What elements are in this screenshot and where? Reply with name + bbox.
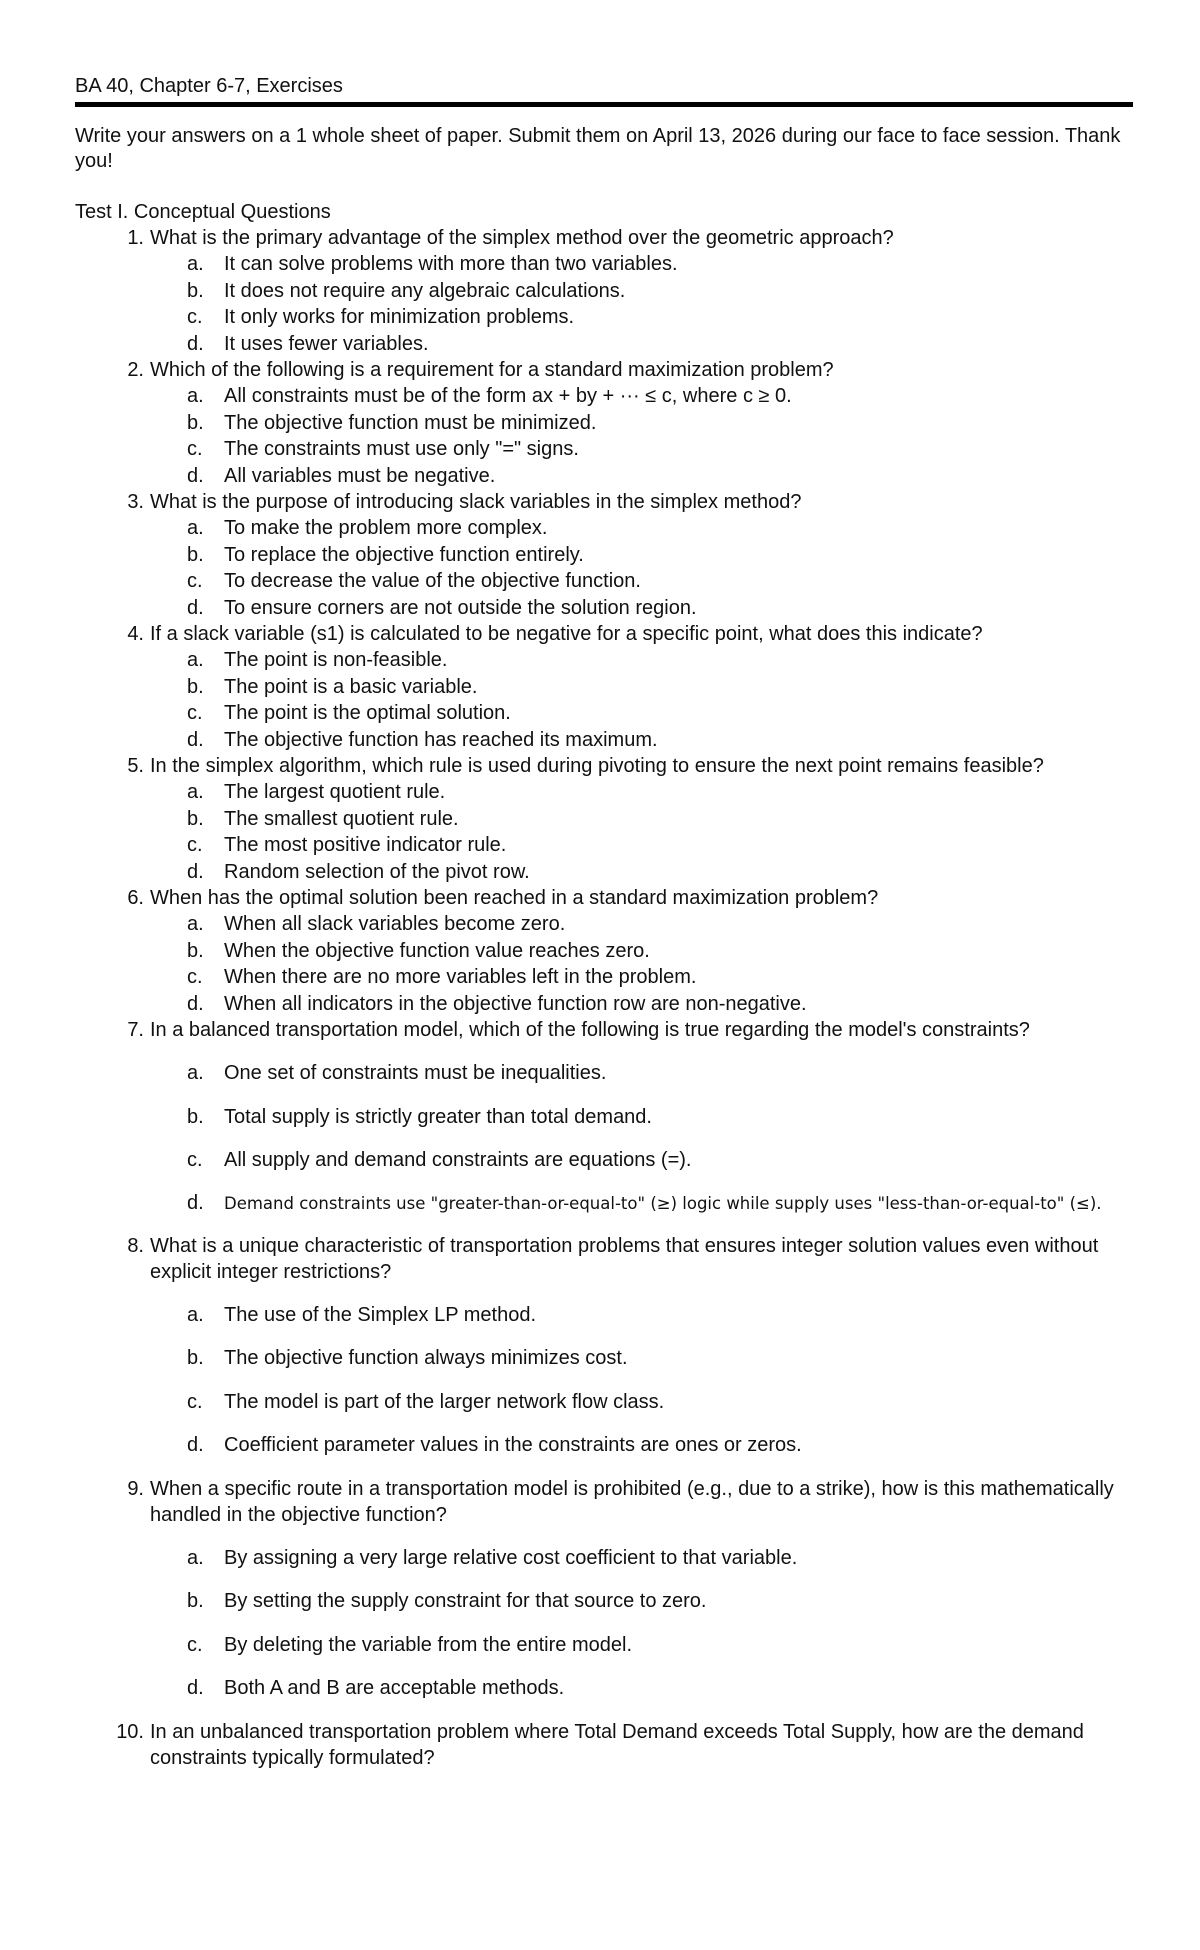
- option-letter: d.: [187, 992, 204, 1015]
- question-item: [75, 1233, 1133, 1459]
- option-letter: d.: [187, 1434, 204, 1456]
- question-text: In an unbalanced transportation problem where Total Demand exceeds Total Supply, how are the demand constraints typically formulated?: [150, 1720, 1084, 1769]
- answer-option: [149, 779, 1133, 806]
- answer-options: [150, 647, 1133, 753]
- option-letter: a.: [187, 517, 204, 539]
- answer-option: [149, 1432, 1133, 1459]
- answer-option: [149, 727, 1133, 754]
- answer-option: [149, 859, 1133, 886]
- question-number: 9.: [127, 1477, 144, 1500]
- answer-options: [150, 1302, 1133, 1459]
- question-item: [75, 357, 1133, 489]
- answer-options: [150, 779, 1133, 885]
- question-item: [75, 489, 1133, 621]
- option-text: The smallest quotient rule.: [224, 807, 459, 830]
- option-letter: a.: [187, 385, 204, 407]
- option-letter: a.: [187, 781, 204, 803]
- option-text: When there are no more variables left in the problem.: [224, 966, 697, 988]
- option-text: One set of constraints must be inequalities.: [224, 1062, 607, 1084]
- answer-option: [149, 1060, 1133, 1087]
- question-item: [75, 1719, 1133, 1771]
- question-text: In the simplex algorithm, which rule is used during pivoting to ensure the next point remains feasible?: [150, 755, 1044, 777]
- test-heading: Test I. Conceptual Questions: [75, 201, 331, 223]
- option-text: It uses fewer variables.: [224, 332, 429, 355]
- answer-option: [149, 964, 1133, 991]
- answer-option: [149, 938, 1133, 965]
- option-text: By setting the supply constraint for that source to zero.: [224, 1590, 707, 1612]
- answer-option: [149, 700, 1133, 727]
- question-text: If a slack variable (s1) is calculated to be negative for a specific point, what does this indicate?: [150, 623, 983, 645]
- option-text: To make the problem more complex.: [224, 517, 548, 539]
- option-letter: c.: [187, 1633, 203, 1656]
- option-text: By assigning a very large relative cost coefficient to that variable.: [224, 1546, 798, 1569]
- option-letter: d.: [187, 728, 204, 751]
- question-number: 3.: [127, 491, 144, 513]
- questions-list: [75, 225, 1133, 1771]
- option-text: It only works for minimization problems.: [224, 306, 575, 328]
- answer-options: [150, 1060, 1133, 1216]
- option-text: Demand constraints use "greater-than-or-equal-to" (≥) logic while supply uses "less-than-or-equal-to" (≤).: [224, 1193, 1102, 1213]
- document-title: BA 40, Chapter 6-7, Exercises: [75, 75, 343, 97]
- question-text: What is the primary advantage of the simplex method over the geometric approach?: [150, 227, 894, 249]
- answer-option: [149, 1302, 1133, 1329]
- answer-options: [150, 911, 1133, 1017]
- answer-option: [149, 595, 1133, 622]
- answer-option: [149, 278, 1133, 305]
- question-text: When has the optimal solution been reached in a standard maximization problem?: [150, 887, 879, 909]
- option-letter: c.: [187, 570, 203, 592]
- option-text: By deleting the variable from the entire model.: [224, 1633, 632, 1656]
- question-item: [75, 753, 1133, 885]
- option-letter: b.: [187, 1105, 204, 1128]
- question-number: 8.: [127, 1234, 144, 1257]
- option-text: The largest quotient rule.: [224, 781, 446, 803]
- answer-option: [149, 568, 1133, 595]
- header-divider: [75, 102, 1133, 107]
- answer-option: [149, 1104, 1133, 1131]
- answer-option: [149, 832, 1133, 859]
- option-letter: b.: [187, 279, 204, 302]
- question-text: When a specific route in a transportation model is prohibited (e.g., due to a strike), how is this mathematically handled in the objective function?: [150, 1477, 1114, 1526]
- option-letter: b.: [187, 1347, 204, 1369]
- option-text: The objective function always minimizes cost.: [224, 1347, 628, 1369]
- option-text: To ensure corners are not outside the solution region.: [224, 596, 697, 619]
- option-text: The most positive indicator rule.: [224, 834, 507, 856]
- option-text: It does not require any algebraic calculations.: [224, 279, 626, 302]
- option-letter: c.: [187, 834, 203, 856]
- option-letter: a.: [187, 1062, 204, 1084]
- option-text: All constraints must be of the form ax + by + ··· ≤ c, where c ≥ 0.: [224, 385, 792, 407]
- question-number: 1.: [127, 227, 144, 249]
- option-letter: d.: [187, 332, 204, 355]
- option-text: The point is the optimal solution.: [224, 702, 511, 724]
- option-letter: a.: [187, 1303, 204, 1326]
- option-letter: b.: [187, 939, 204, 962]
- option-letter: b.: [187, 543, 204, 566]
- document-page: [75, 74, 1133, 1771]
- question-number: 6.: [127, 887, 144, 909]
- answer-option: [149, 1389, 1133, 1416]
- option-text: The point is non-feasible.: [224, 649, 448, 671]
- option-text: The use of the Simplex LP method.: [224, 1303, 537, 1326]
- answer-options: [150, 251, 1133, 357]
- option-text: To replace the objective function entirely.: [224, 543, 584, 566]
- option-text: The constraints must use only "=" signs.: [224, 438, 579, 460]
- question-item: [75, 225, 1133, 357]
- answer-options: [150, 383, 1133, 489]
- answer-option: [149, 1191, 1133, 1216]
- option-text: The model is part of the larger network flow class.: [224, 1390, 665, 1413]
- answer-option: [149, 463, 1133, 490]
- answer-option: [149, 806, 1133, 833]
- answer-option: [149, 436, 1133, 463]
- answer-option: [149, 251, 1133, 278]
- answer-option: [149, 1675, 1133, 1702]
- option-text: The point is a basic variable.: [224, 675, 478, 698]
- question-text: What is a unique characteristic of transportation problems that ensures integer solution values even without explicit integer restrictions?: [150, 1234, 1099, 1283]
- option-text: Both A and B are acceptable methods.: [224, 1677, 565, 1699]
- option-letter: b.: [187, 1590, 204, 1612]
- answer-option: [149, 991, 1133, 1018]
- option-letter: c.: [187, 702, 203, 724]
- option-letter: b.: [187, 807, 204, 830]
- question-item: [75, 621, 1133, 753]
- option-text: All supply and demand constraints are equations (=).: [224, 1149, 692, 1171]
- option-letter: c.: [187, 306, 203, 328]
- answer-option: [149, 410, 1133, 437]
- answer-option: [149, 542, 1133, 569]
- answer-option: [149, 331, 1133, 358]
- option-letter: d.: [187, 464, 204, 487]
- question-number: 5.: [127, 755, 144, 777]
- question-item: [75, 1476, 1133, 1702]
- answer-option: [149, 304, 1133, 331]
- answer-option: [149, 1345, 1133, 1372]
- option-letter: c.: [187, 966, 203, 988]
- option-letter: c.: [187, 438, 203, 460]
- option-letter: a.: [187, 1546, 204, 1569]
- answer-option: [149, 1632, 1133, 1659]
- question-number: 10.: [116, 1720, 144, 1743]
- answer-option: [149, 1147, 1133, 1174]
- option-letter: b.: [187, 675, 204, 698]
- option-letter: a.: [187, 913, 204, 935]
- option-letter: d.: [187, 1191, 204, 1214]
- answer-option: [149, 1545, 1133, 1572]
- option-text: It can solve problems with more than two variables.: [224, 253, 678, 275]
- option-letter: a.: [187, 649, 204, 671]
- option-text: When the objective function value reaches zero.: [224, 939, 650, 962]
- answer-option: [149, 911, 1133, 938]
- option-text: The objective function has reached its maximum.: [224, 728, 658, 751]
- answer-option: [149, 515, 1133, 542]
- option-text: When all slack variables become zero.: [224, 913, 566, 935]
- question-text: What is the purpose of introducing slack variables in the simplex method?: [150, 491, 802, 513]
- question-item: [75, 1017, 1133, 1216]
- option-letter: d.: [187, 596, 204, 619]
- option-letter: a.: [187, 253, 204, 275]
- option-text: Coefficient parameter values in the constraints are ones or zeros.: [224, 1434, 802, 1456]
- answer-option: [149, 383, 1133, 410]
- option-text: To decrease the value of the objective function.: [224, 570, 641, 592]
- answer-options: [150, 515, 1133, 621]
- instructions-text: Write your answers on a 1 whole sheet of paper. Submit them on April 13, 2026 during our face to face session. Thank you!: [75, 125, 1121, 172]
- answer-option: [149, 1588, 1133, 1615]
- question-text: In a balanced transportation model, which of the following is true regarding the model's constraints?: [150, 1019, 1030, 1041]
- answer-option: [149, 647, 1133, 674]
- question-number: 4.: [127, 623, 144, 645]
- question-text: Which of the following is a requirement for a standard maximization problem?: [150, 359, 834, 381]
- option-text: Total supply is strictly greater than total demand.: [224, 1105, 652, 1128]
- option-letter: d.: [187, 1677, 204, 1699]
- option-text: Random selection of the pivot row.: [224, 860, 530, 883]
- option-letter: c.: [187, 1390, 203, 1413]
- option-text: All variables must be negative.: [224, 464, 496, 487]
- option-letter: b.: [187, 411, 204, 434]
- question-number: 2.: [127, 359, 144, 381]
- question-item: [75, 885, 1133, 1017]
- option-letter: c.: [187, 1149, 203, 1171]
- question-number: 7.: [127, 1019, 144, 1041]
- option-text: The objective function must be minimized.: [224, 411, 597, 434]
- answer-options: [150, 1545, 1133, 1702]
- answer-option: [149, 674, 1133, 701]
- option-letter: d.: [187, 860, 204, 883]
- option-text: When all indicators in the objective function row are non-negative.: [224, 992, 807, 1015]
